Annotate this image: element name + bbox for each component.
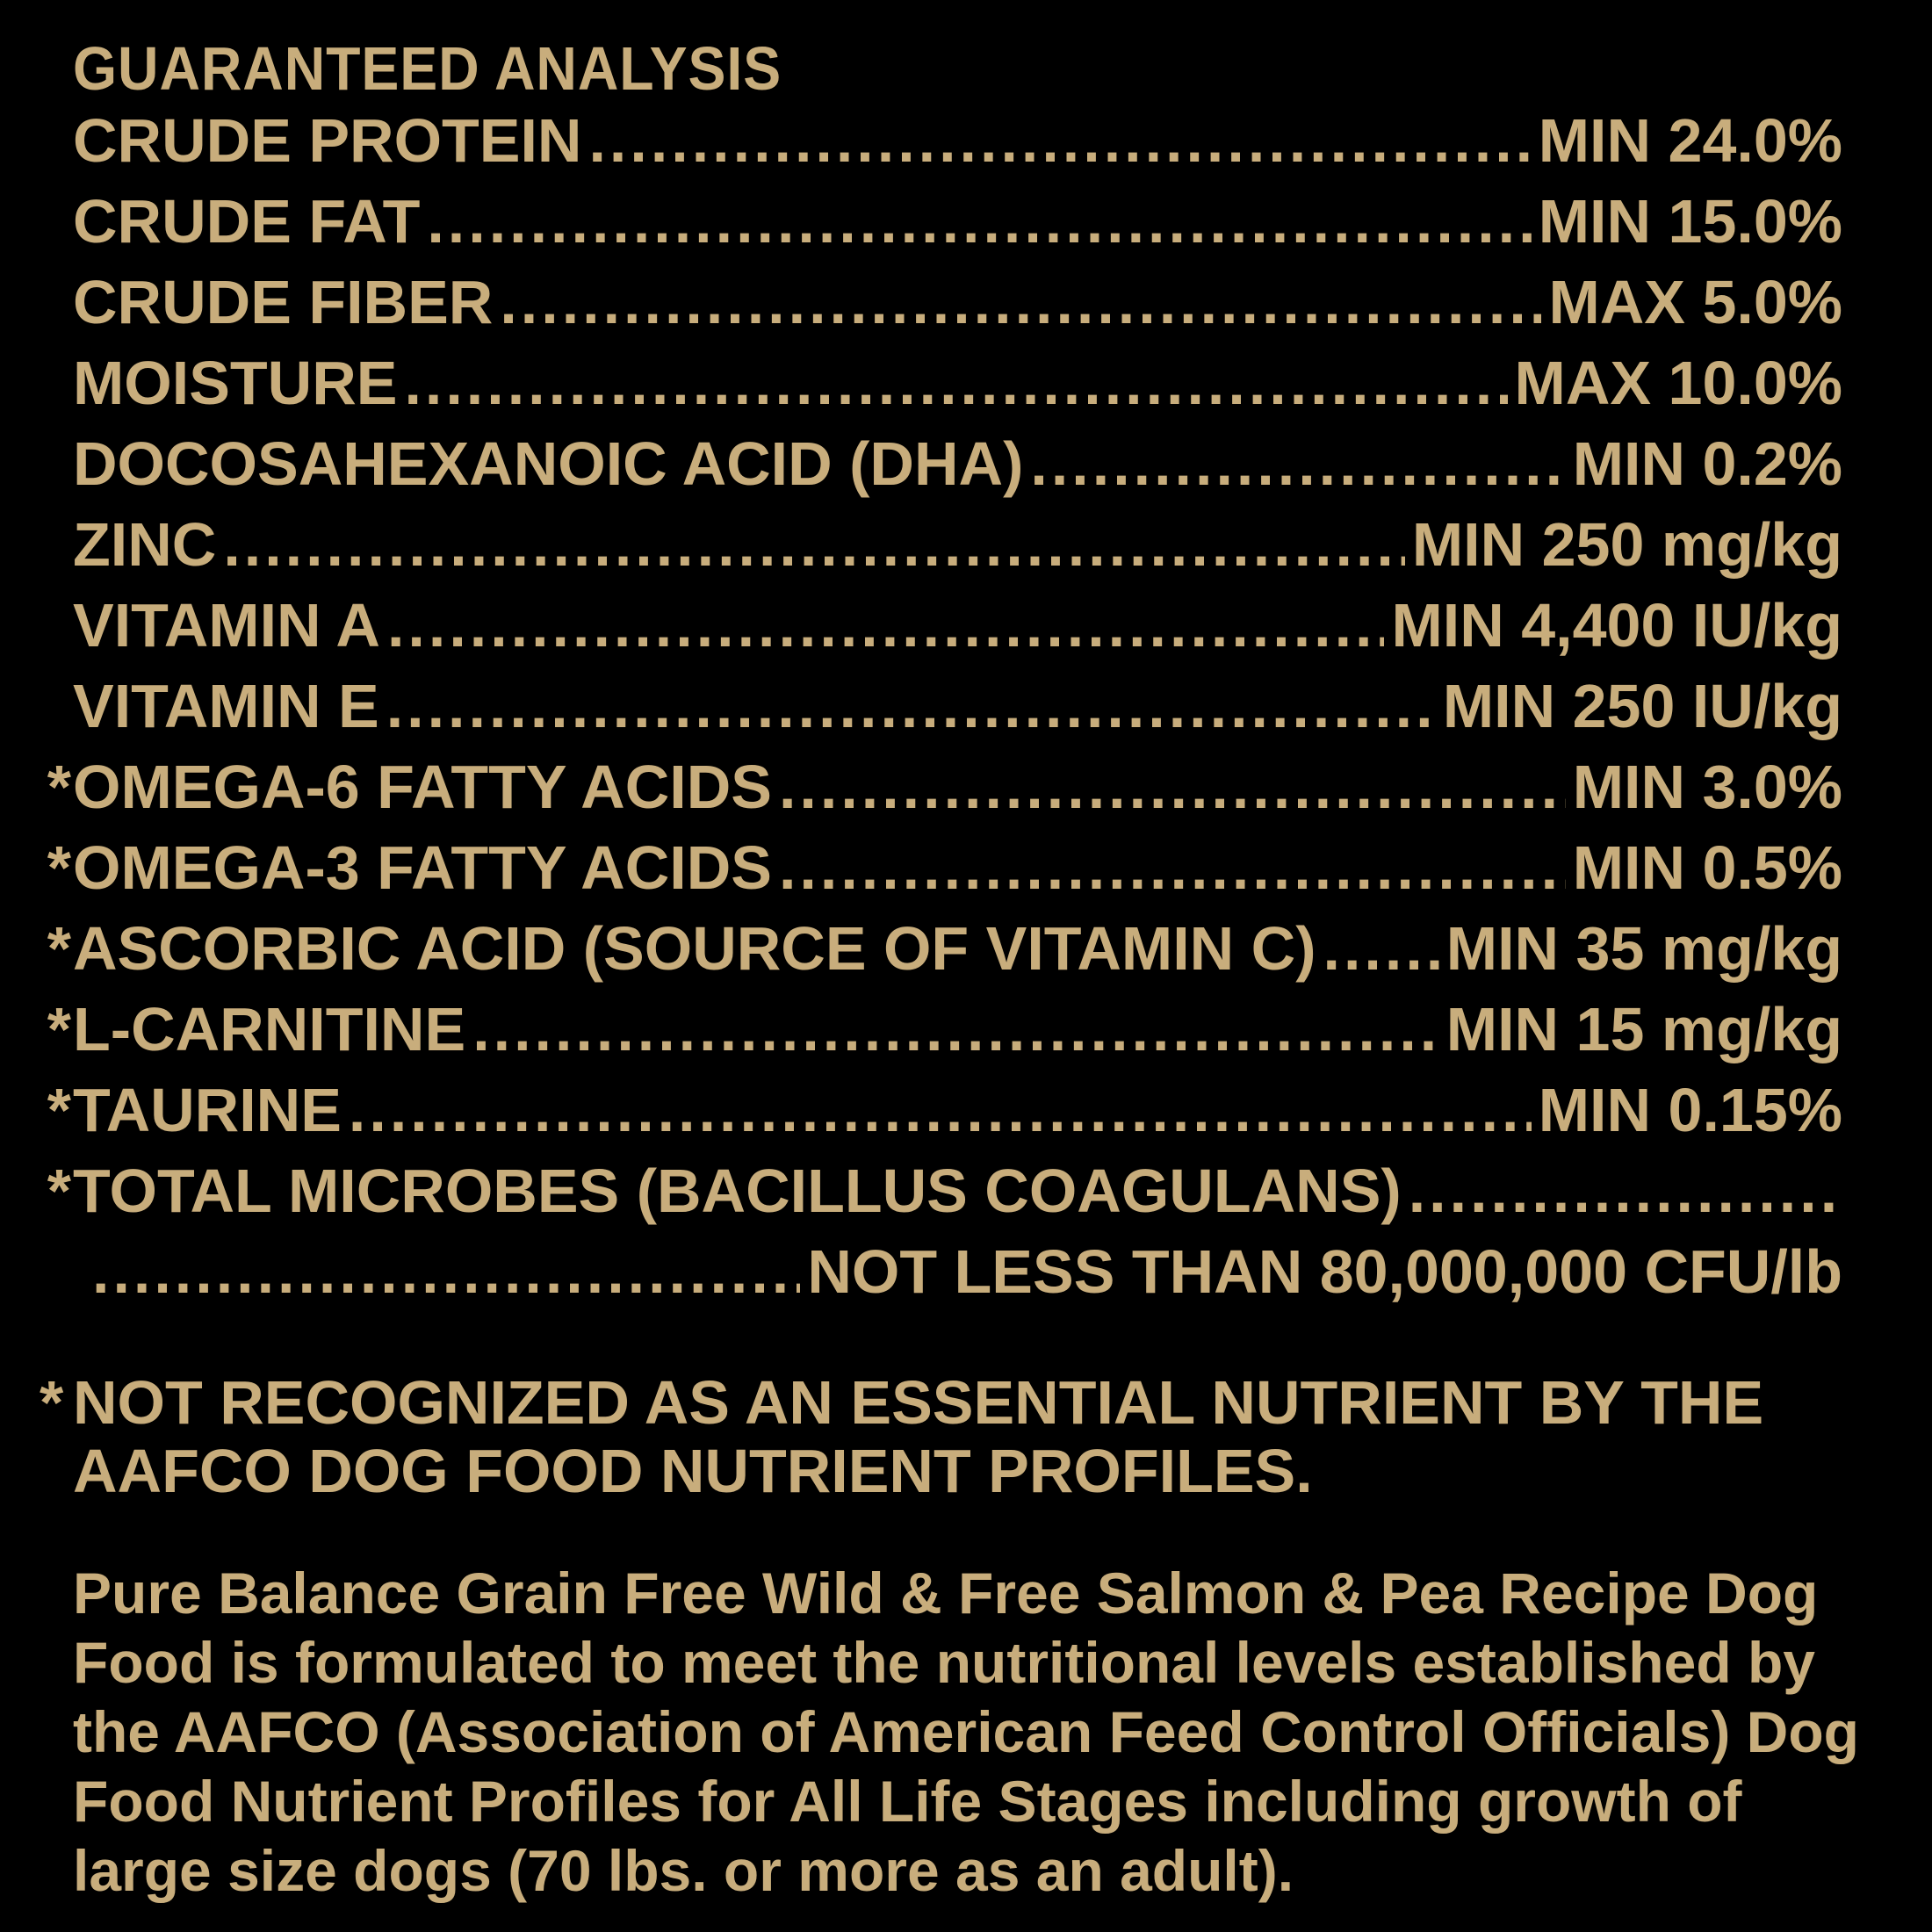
dot-leader bbox=[92, 1235, 800, 1308]
dot-leader bbox=[427, 184, 1531, 258]
dot-leader bbox=[223, 508, 1405, 581]
row-asterisk: * bbox=[47, 914, 71, 983]
analysis-row bbox=[47, 912, 1842, 985]
analysis-row bbox=[73, 427, 1842, 501]
analysis-row bbox=[73, 346, 1842, 420]
nutrient-value: MIN 35 mg/kg bbox=[1445, 914, 1842, 983]
nutrient-name: MOISTURE bbox=[73, 349, 398, 417]
nutrient-value: NOT LESS THAN 80,000,000 CFU/lb bbox=[807, 1237, 1842, 1306]
analysis-row bbox=[47, 831, 1842, 905]
analysis-row bbox=[73, 104, 1842, 177]
analysis-row bbox=[73, 588, 1842, 662]
nutrient-name: OMEGA-6 FATTY ACIDS bbox=[73, 753, 772, 821]
analysis-row bbox=[73, 669, 1842, 743]
nutrient-value: MIN 250 mg/kg bbox=[1411, 510, 1842, 579]
nutrient-value: MIN 0.2% bbox=[1572, 429, 1842, 498]
nutrient-name: DOCOSAHEXANOIC ACID (DHA) bbox=[73, 429, 1024, 498]
footnote-text: NOT RECOGNIZED AS AN ESSENTIAL NUTRIENT BY THE AAFCO DOG FOOD NUTRIENT PROFILES. bbox=[73, 1368, 1764, 1505]
nutrient-value: MAX 5.0% bbox=[1548, 268, 1842, 336]
guaranteed-analysis-title: GUARANTEED ANALYSIS bbox=[73, 34, 782, 103]
nutrient-value: MIN 3.0% bbox=[1572, 753, 1842, 821]
analysis-row bbox=[73, 184, 1842, 258]
dot-leader bbox=[404, 346, 1507, 420]
nutrient-name: ZINC bbox=[73, 510, 217, 579]
nutrient-name: OMEGA-3 FATTY ACIDS bbox=[73, 833, 772, 902]
nutrient-name: ASCORBIC ACID (SOURCE OF VITAMIN C) bbox=[73, 914, 1316, 983]
row-asterisk: * bbox=[47, 1157, 71, 1225]
nutrient-name: CRUDE FAT bbox=[73, 187, 421, 256]
nutrient-value: MAX 10.0% bbox=[1514, 349, 1842, 417]
nutrient-value: MIN 15.0% bbox=[1538, 187, 1842, 256]
dot-leader bbox=[386, 669, 1436, 743]
row-asterisk: * bbox=[47, 1076, 71, 1144]
dot-leader bbox=[387, 588, 1385, 662]
nutrient-value: MIN 0.15% bbox=[1538, 1076, 1842, 1144]
footnote-asterisk: * bbox=[40, 1368, 64, 1437]
dot-leader bbox=[1409, 1154, 1835, 1228]
dot-leader bbox=[1030, 427, 1565, 501]
aafco-footnote bbox=[40, 1368, 1842, 1505]
dot-leader bbox=[588, 104, 1531, 177]
analysis-row bbox=[47, 1073, 1842, 1147]
nutrient-value: MIN 24.0% bbox=[1538, 106, 1842, 175]
analysis-row bbox=[47, 992, 1842, 1066]
nutrient-name: L-CARNITINE bbox=[73, 995, 466, 1063]
dot-leader bbox=[349, 1073, 1532, 1147]
row-asterisk: * bbox=[47, 995, 71, 1063]
nutrient-name: VITAMIN E bbox=[73, 672, 379, 740]
dot-leader bbox=[500, 265, 1541, 339]
analysis-row bbox=[47, 1154, 1842, 1228]
nutrient-value: MIN 250 IU/kg bbox=[1442, 672, 1842, 740]
analysis-row bbox=[73, 508, 1842, 581]
nutrient-value: MIN 15 mg/kg bbox=[1445, 995, 1842, 1063]
nutrient-name: VITAMIN A bbox=[73, 591, 380, 660]
dot-leader bbox=[1323, 912, 1439, 985]
analysis-row bbox=[47, 750, 1842, 824]
nutrient-name: TAURINE bbox=[73, 1076, 342, 1144]
row-asterisk: * bbox=[47, 753, 71, 821]
dot-leader bbox=[472, 992, 1439, 1066]
nutrient-value: MIN 0.5% bbox=[1572, 833, 1842, 902]
nutrient-value: MIN 4,400 IU/kg bbox=[1391, 591, 1842, 660]
nutrient-name: CRUDE PROTEIN bbox=[73, 106, 582, 175]
dot-leader bbox=[779, 831, 1566, 905]
nutrient-name: CRUDE FIBER bbox=[73, 268, 494, 336]
analysis-row bbox=[73, 265, 1842, 339]
aafco-statement: Pure Balance Grain Free Wild & Free Salmon & Pea Recipe Dog Food is formulated to meet the nutritional levels established by the AAFCO (Association of American Feed Control Officials) Dog Food Nutrient Profiles for All Life Stages including growth of large size dogs (70 lbs. or more as an adult). bbox=[73, 1561, 1859, 1903]
dot-leader bbox=[779, 750, 1566, 824]
nutrient-name: TOTAL MICROBES (BACILLUS COAGULANS) bbox=[73, 1157, 1402, 1225]
analysis-row bbox=[92, 1235, 1842, 1308]
row-asterisk: * bbox=[47, 833, 71, 902]
